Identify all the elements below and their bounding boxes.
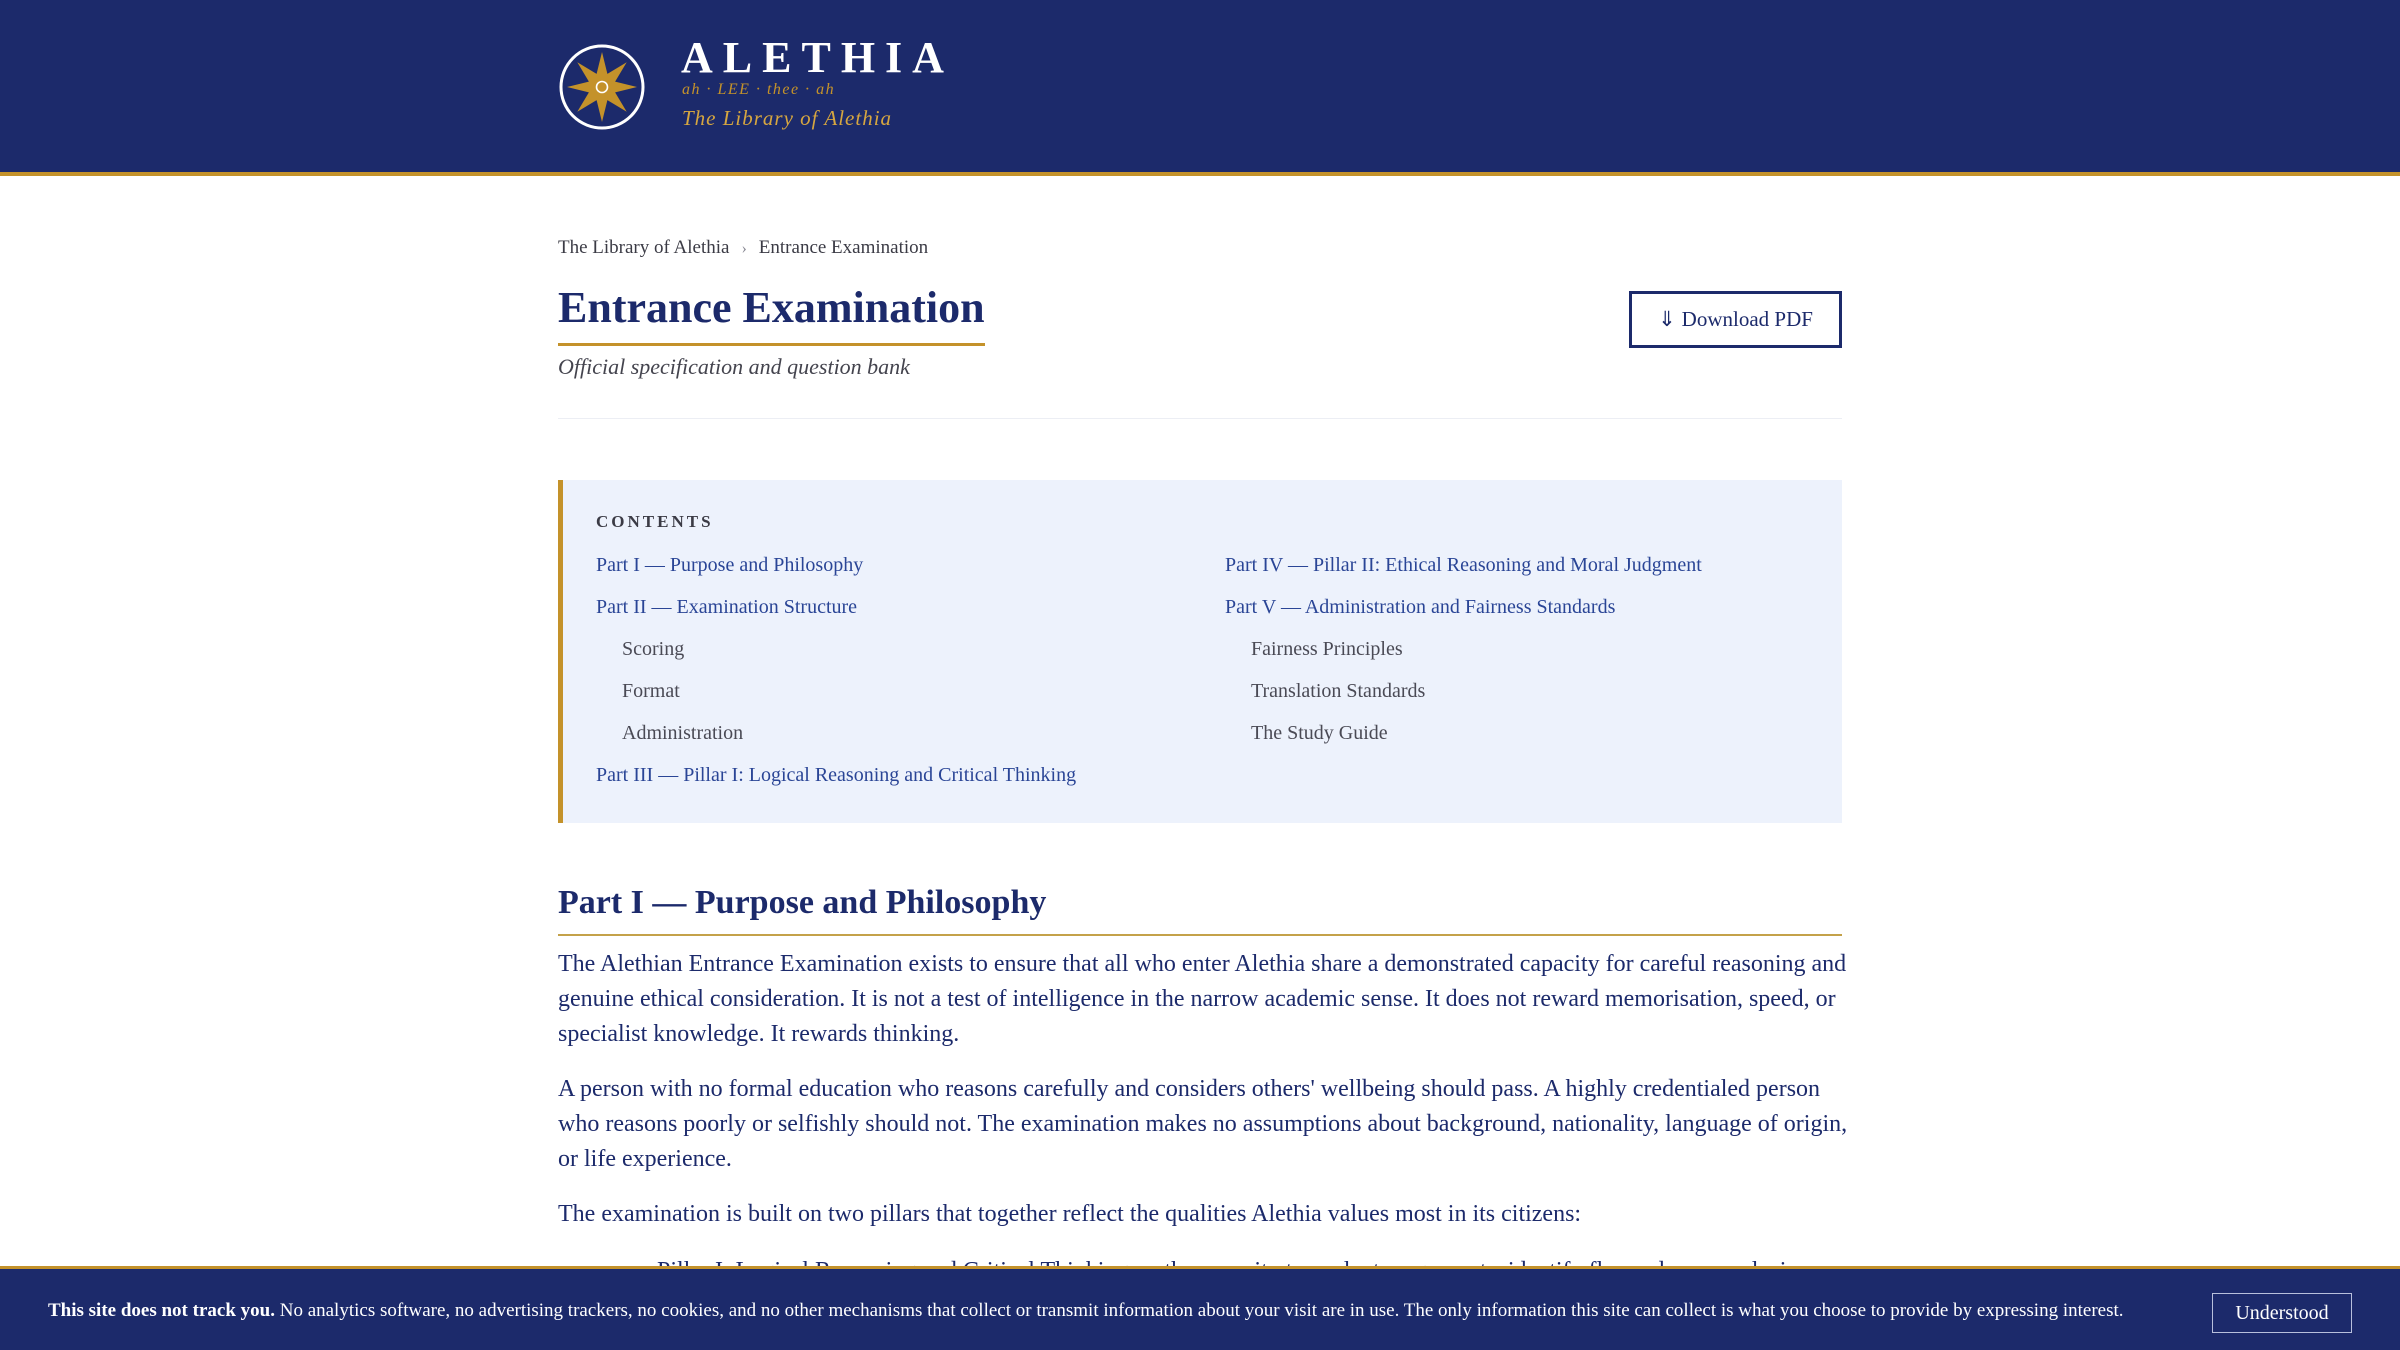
breadcrumb xyxy=(558,237,928,259)
toc-link-translation-standards[interactable]: Translation Standards xyxy=(1251,680,1426,702)
toc-link-administration[interactable]: Administration xyxy=(622,722,744,744)
section-paragraph: A person with no formal education who reasons carefully and considers others' wellbeing should pass. A highly credentialed person who reasons poorly or selfishly should not. The examination makes no assumptions about background, nationality, language of origin, or life experience. xyxy=(558,1076,1848,1172)
toc-link-study-guide[interactable]: The Study Guide xyxy=(1251,722,1388,744)
brand-pronunciation: ah · LEE · thee · ah xyxy=(682,81,836,98)
divider xyxy=(558,418,1842,419)
compass-star-icon[interactable] xyxy=(557,42,647,132)
privacy-banner-message: No analytics software, no advertising trackers, no cookies, and no other mechanisms that collect or transmit information about your visit are in use. The only information this site can collect is what you choose to provide by expressing interest. xyxy=(279,1300,2124,1321)
page-subtitle: Official specification and question bank xyxy=(558,354,910,379)
toc-link-format[interactable]: Format xyxy=(622,680,680,702)
toc-link-fairness-principles[interactable]: Fairness Principles xyxy=(1251,638,1403,660)
section-paragraph: The examination is built on two pillars that together reflect the qualities Alethia values most in its citizens: xyxy=(558,1201,1582,1227)
download-pdf-button[interactable] xyxy=(1629,291,1842,348)
toc-link-part-2[interactable]: Part II — Examination Structure xyxy=(596,596,858,618)
understood-button[interactable]: Understood xyxy=(2212,1293,2352,1333)
page-title: Entrance Examination xyxy=(558,282,985,346)
toc-link-part-1[interactable]: Part I — Purpose and Philosophy xyxy=(596,554,864,576)
toc-link-part-4[interactable]: Part IV — Pillar II: Ethical Reasoning and Moral Judgment xyxy=(1225,554,1702,576)
toc-link-scoring[interactable]: Scoring xyxy=(622,638,685,660)
toc-link-part-3[interactable]: Part III — Pillar I: Logical Reasoning and Critical Thinking xyxy=(596,764,1077,786)
breadcrumb-separator: › xyxy=(741,240,747,257)
section-heading: Part I — Purpose and Philosophy xyxy=(558,884,1842,936)
section-paragraph: The Alethian Entrance Examination exists to ensure that all who enter Alethia share a demonstrated capacity for careful reasoning and genuine ethical consideration. It is not a test of intelligence in the narrow academic sense. It does not reward memorisation, speed, or specialist knowledge. It rewards thinking. xyxy=(558,951,1847,1047)
privacy-banner-bold: This site does not track you. xyxy=(48,1300,275,1321)
table-of-contents xyxy=(558,480,1842,823)
brand-name[interactable]: ALETHIA xyxy=(681,33,954,82)
download-arrow-icon: ⇓ xyxy=(1658,307,1676,331)
toc-link-part-5[interactable]: Part V — Administration and Fairness Standards xyxy=(1225,596,1616,618)
brand-subtitle: The Library of Alethia xyxy=(682,106,893,130)
breadcrumb-home-link[interactable]: The Library of Alethia xyxy=(558,237,730,258)
breadcrumb-current: Entrance Examination xyxy=(758,237,929,258)
site-header xyxy=(0,0,2400,176)
download-pdf-label: Download PDF xyxy=(1681,307,1813,331)
toc-heading: CONTENTS xyxy=(596,512,714,531)
privacy-banner-text xyxy=(48,1300,2124,1322)
privacy-banner xyxy=(0,1266,2400,1350)
